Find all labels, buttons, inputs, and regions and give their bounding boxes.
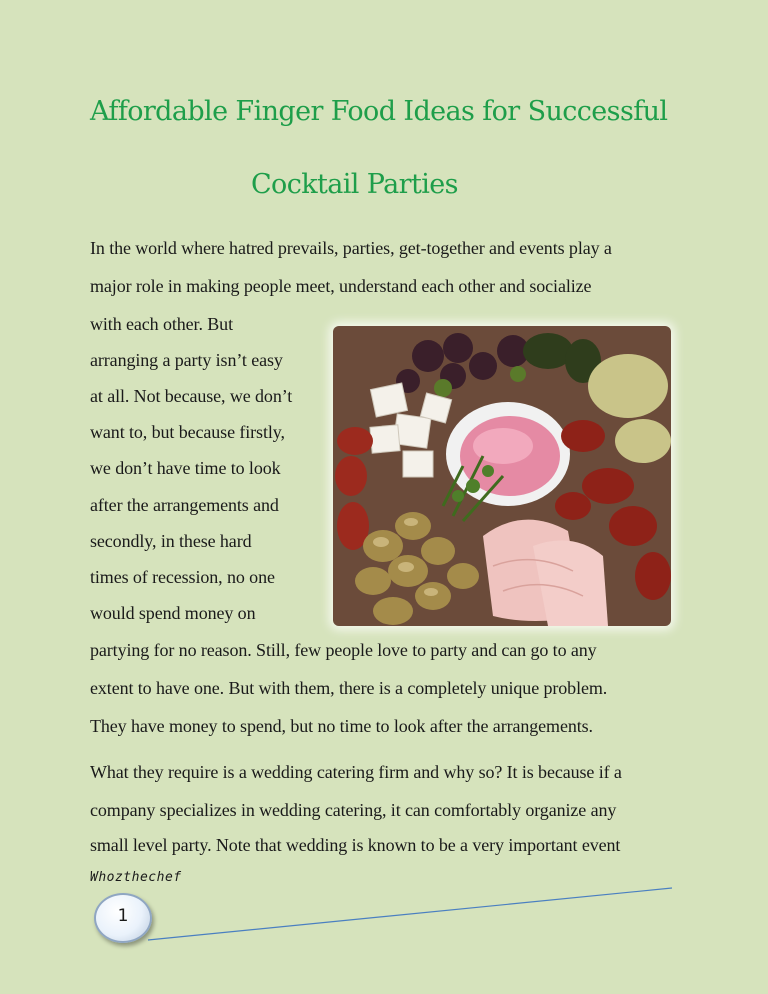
body-line: extent to have one. But with them, there is a completely unique problem. (90, 678, 608, 698)
body-line: secondly, in these hard (90, 531, 252, 551)
body-line: we don’t have time to look (90, 458, 281, 478)
body-line: They have money to spend, but no time to look after the arrangements. (90, 716, 593, 736)
body-line: partying for no reason. Still, few people love to party and can go to any (90, 640, 597, 660)
body-line: In the world where hatred prevails, parties, get-together and events play a (90, 238, 612, 258)
body-line: with each other. But (90, 314, 233, 334)
body-line: small level party. Note that wedding is known to be a very important event (90, 835, 621, 855)
body-line: company specializes in wedding catering, it can comfortably organize any (90, 800, 617, 820)
body-line: What they require is a wedding catering firm and why so? It is because if a (90, 762, 622, 782)
body-line: want to, but because firstly, (90, 422, 285, 442)
body-line: major role in making people meet, understand each other and socialize (90, 276, 592, 296)
page-number: 1 (117, 906, 129, 926)
body-line: would spend money on (90, 603, 256, 623)
body-line: after the arrangements and (90, 495, 279, 515)
author-name: Whozthechef (90, 870, 182, 885)
page-number-badge (94, 893, 152, 943)
body-line: arranging a party isn’t easy (90, 350, 283, 370)
page-title-line-1: Affordable Finger Food Ideas for Successful (90, 96, 668, 127)
body-line: times of recession, no one (90, 567, 275, 587)
body-line: at all. Not because, we don’t (90, 386, 293, 406)
page-title-line-2: Cocktail Parties (251, 169, 458, 200)
